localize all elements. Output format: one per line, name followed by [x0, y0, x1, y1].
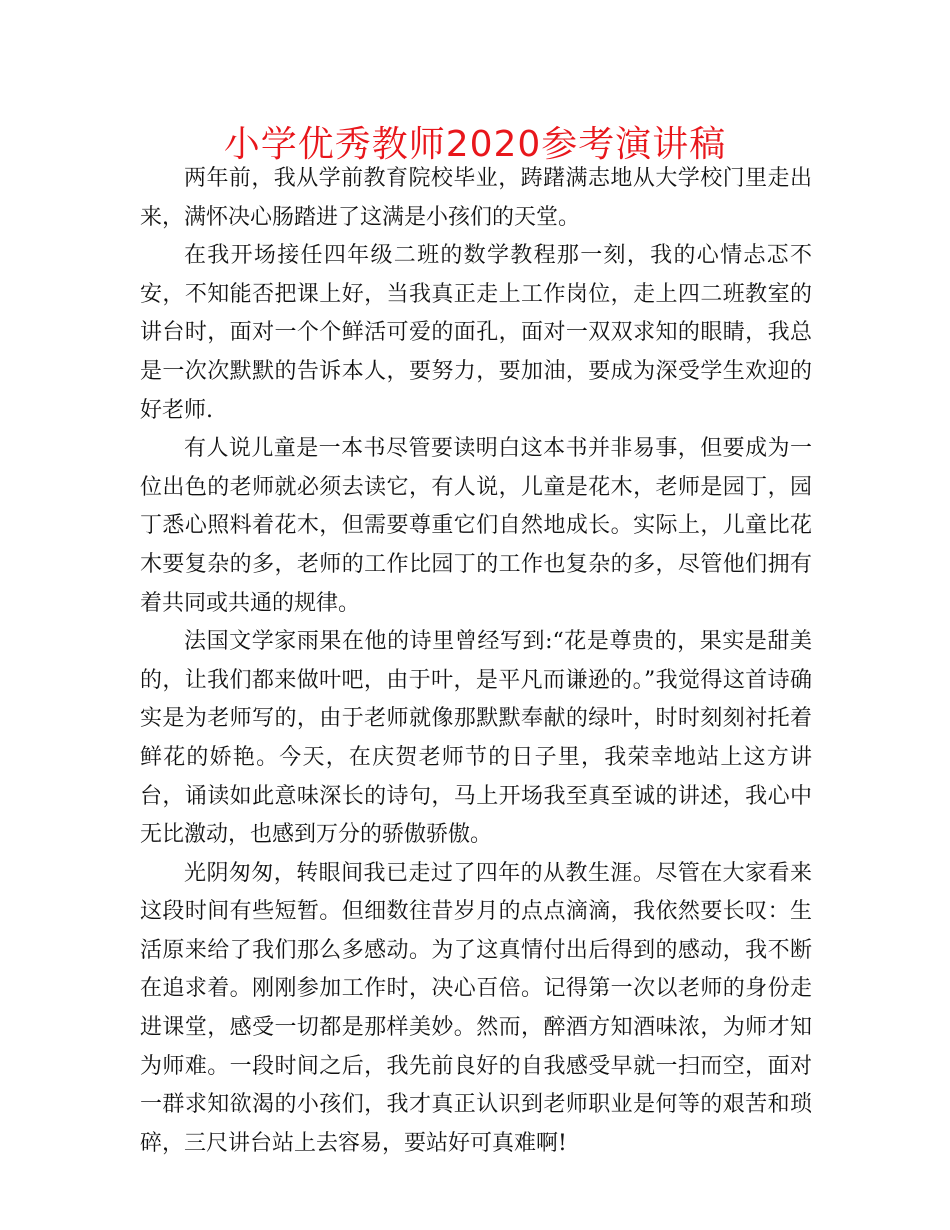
paragraph-2: 在我开场接任四年级二班的数学教程那一刻，我的心情忐忑不安，不知能否把课上好，当我真正走上工作岗位，走上四二班教室的讲台时，面对一个个鲜活可爱的面孔，面对一双双求知的眼睛，我总是一次次默默的告诉本人，要努力，要加油，要成为深受学生欢迎的好老师. [140, 243, 812, 423]
paragraph-1: 两年前，我从学前教育院校毕业，踌躇满志地从大学校门里走出来，满怀决心肠踏进了这满是小孩们的天堂。 [140, 166, 812, 230]
paragraph-4: 法国文学家雨果在他的诗里曾经写到:“花是尊贵的，果实是甜美的，让我们都来做叶吧，由于叶，是平凡而谦逊的。”我觉得这首诗确实是为老师写的，由于老师就像那默默奉献的绿叶，时时刻刻衬托着鲜花的娇艳。今天，在庆贺老师节的日子里，我荣幸地站上这方讲台，诵读如此意味深长的诗句，马上开场我至真至诚的讲述，我心中无比激动，也感到万分的骄傲骄傲。 [140, 629, 812, 848]
page-title: 小学优秀教师2020参考演讲稿 [223, 124, 727, 165]
paragraph-3: 有人说儿童是一本书尽管要读明白这本书并非易事，但要成为一位出色的老师就必须去读它，有人说，儿童是花木，老师是园丁，园丁悉心照料着花木，但需要尊重它们自然地成长。实际上，儿童比花木要复杂的多，老师的工作比园丁的工作也复杂的多，尽管他们拥有着共同或共通的规律。 [140, 436, 812, 616]
paragraph-5: 光阴匆匆，转眼间我已走过了四年的从教生涯。尽管在大家看来这段时间有些短暂。但细数往昔岁月的点点滴滴，我依然要长叹：生活原来给了我们那么多感动。为了这真情付出后得到的感动，我不断在追求着。刚刚参加工作时，决心百倍。记得第一次以老师的身份走进课堂，感受一切都是那样美妙。然而，醉酒方知酒味浓，为师才知为师难。一段时间之后，我先前良好的自我感受早就一扫而空，面对一群求知欲渴的小孩们，我才真正认识到老师职业是何等的艰苦和琐碎，三尺讲台站上去容易，要站好可真难啊! [140, 860, 812, 1156]
document-body [140, 160, 812, 1163]
